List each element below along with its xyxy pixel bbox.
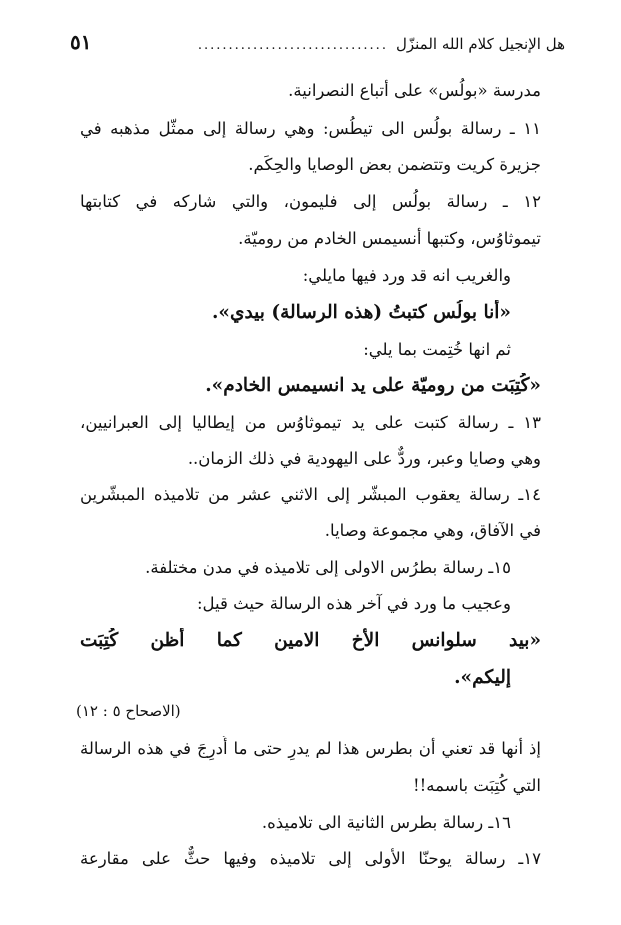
text-line: والغريب انه قد ورد فيها مايلي: [302, 266, 511, 285]
page-number: ٥١ [70, 30, 92, 54]
text-line: ١٤ـ رسالة يعقوب المبشّر إلى الاثني عشر من تلاميذه المبشّرين [80, 485, 541, 504]
verse-reference: (الاصحاح ٥ : ١٢) [76, 702, 181, 720]
quote-line: «بيد سلوانس الأخ الامين كما أظن كُتِبَت [80, 630, 541, 651]
text-line: ١٢ ـ رسالة بولُس إلى فليمون، والتي شاركه في كتابتها [80, 192, 541, 211]
text-line: وعجيب ما ورد في آخر هذه الرسالة حيث قيل: [196, 594, 511, 613]
quote-line: «أنا بولُس كتبتُ (هذه الرسالة) بيدي». [211, 302, 511, 323]
header-leader-dots: ............................... [197, 38, 388, 53]
book-title: هل الإنجيل كلام الله المنزّل [395, 35, 565, 53]
quote-line: «كُتِبَت من روميّة على يد انسيمس الخادم». [205, 375, 541, 396]
text-line: في الآفاق، وهي مجموعة وصايا. [324, 521, 541, 540]
text-line: إذ أنها قد تعني أن بطرس هذا لم يدرِ حتى ما أُدرِجَ في هذه الرسالة [80, 739, 541, 758]
text-line: ١٧ـ رسالة يوحنّا الأولى إلى تلاميذه وفيها حثٌّ على مقارعة [80, 849, 541, 868]
text-line: ١٦ـ رسالة بطرس الثانية الى تلاميذه. [261, 813, 511, 832]
text-line: ١٥ـ رسالة بطرُس الاولى إلى تلاميذه في مدن مختلفة. [145, 558, 511, 577]
text-line: وهي وصايا وعبر، وردٌّ على اليهودية في ذلك الزمان.. [187, 449, 541, 468]
quote-line: إليكم». [454, 667, 511, 688]
text-line: مدرسة «بولُس» على أتباع النصرانية. [288, 81, 541, 100]
text-line: ثم انها خُتِمت بما يلي: [363, 340, 511, 359]
text-line: جزيرة كريت وتتضمن بعض الوصايا والحِكَم. [248, 155, 541, 174]
text-line: ١١ ـ رسالة بولُس الى تيطُس: وهي رسالة إلى ممثّل مذهبه في [80, 119, 541, 138]
text-line: تيموثاوُس، وكتبها أنسيمس الخادم من روميّة. [238, 229, 541, 248]
page-header [70, 30, 565, 56]
text-line: ١٣ ـ رسالة كتبت على يد تيموثاوُس من إيطاليا إلى العبرانيين، [80, 413, 541, 432]
text-line: التي كُتِبَت باسمه!! [413, 776, 541, 795]
